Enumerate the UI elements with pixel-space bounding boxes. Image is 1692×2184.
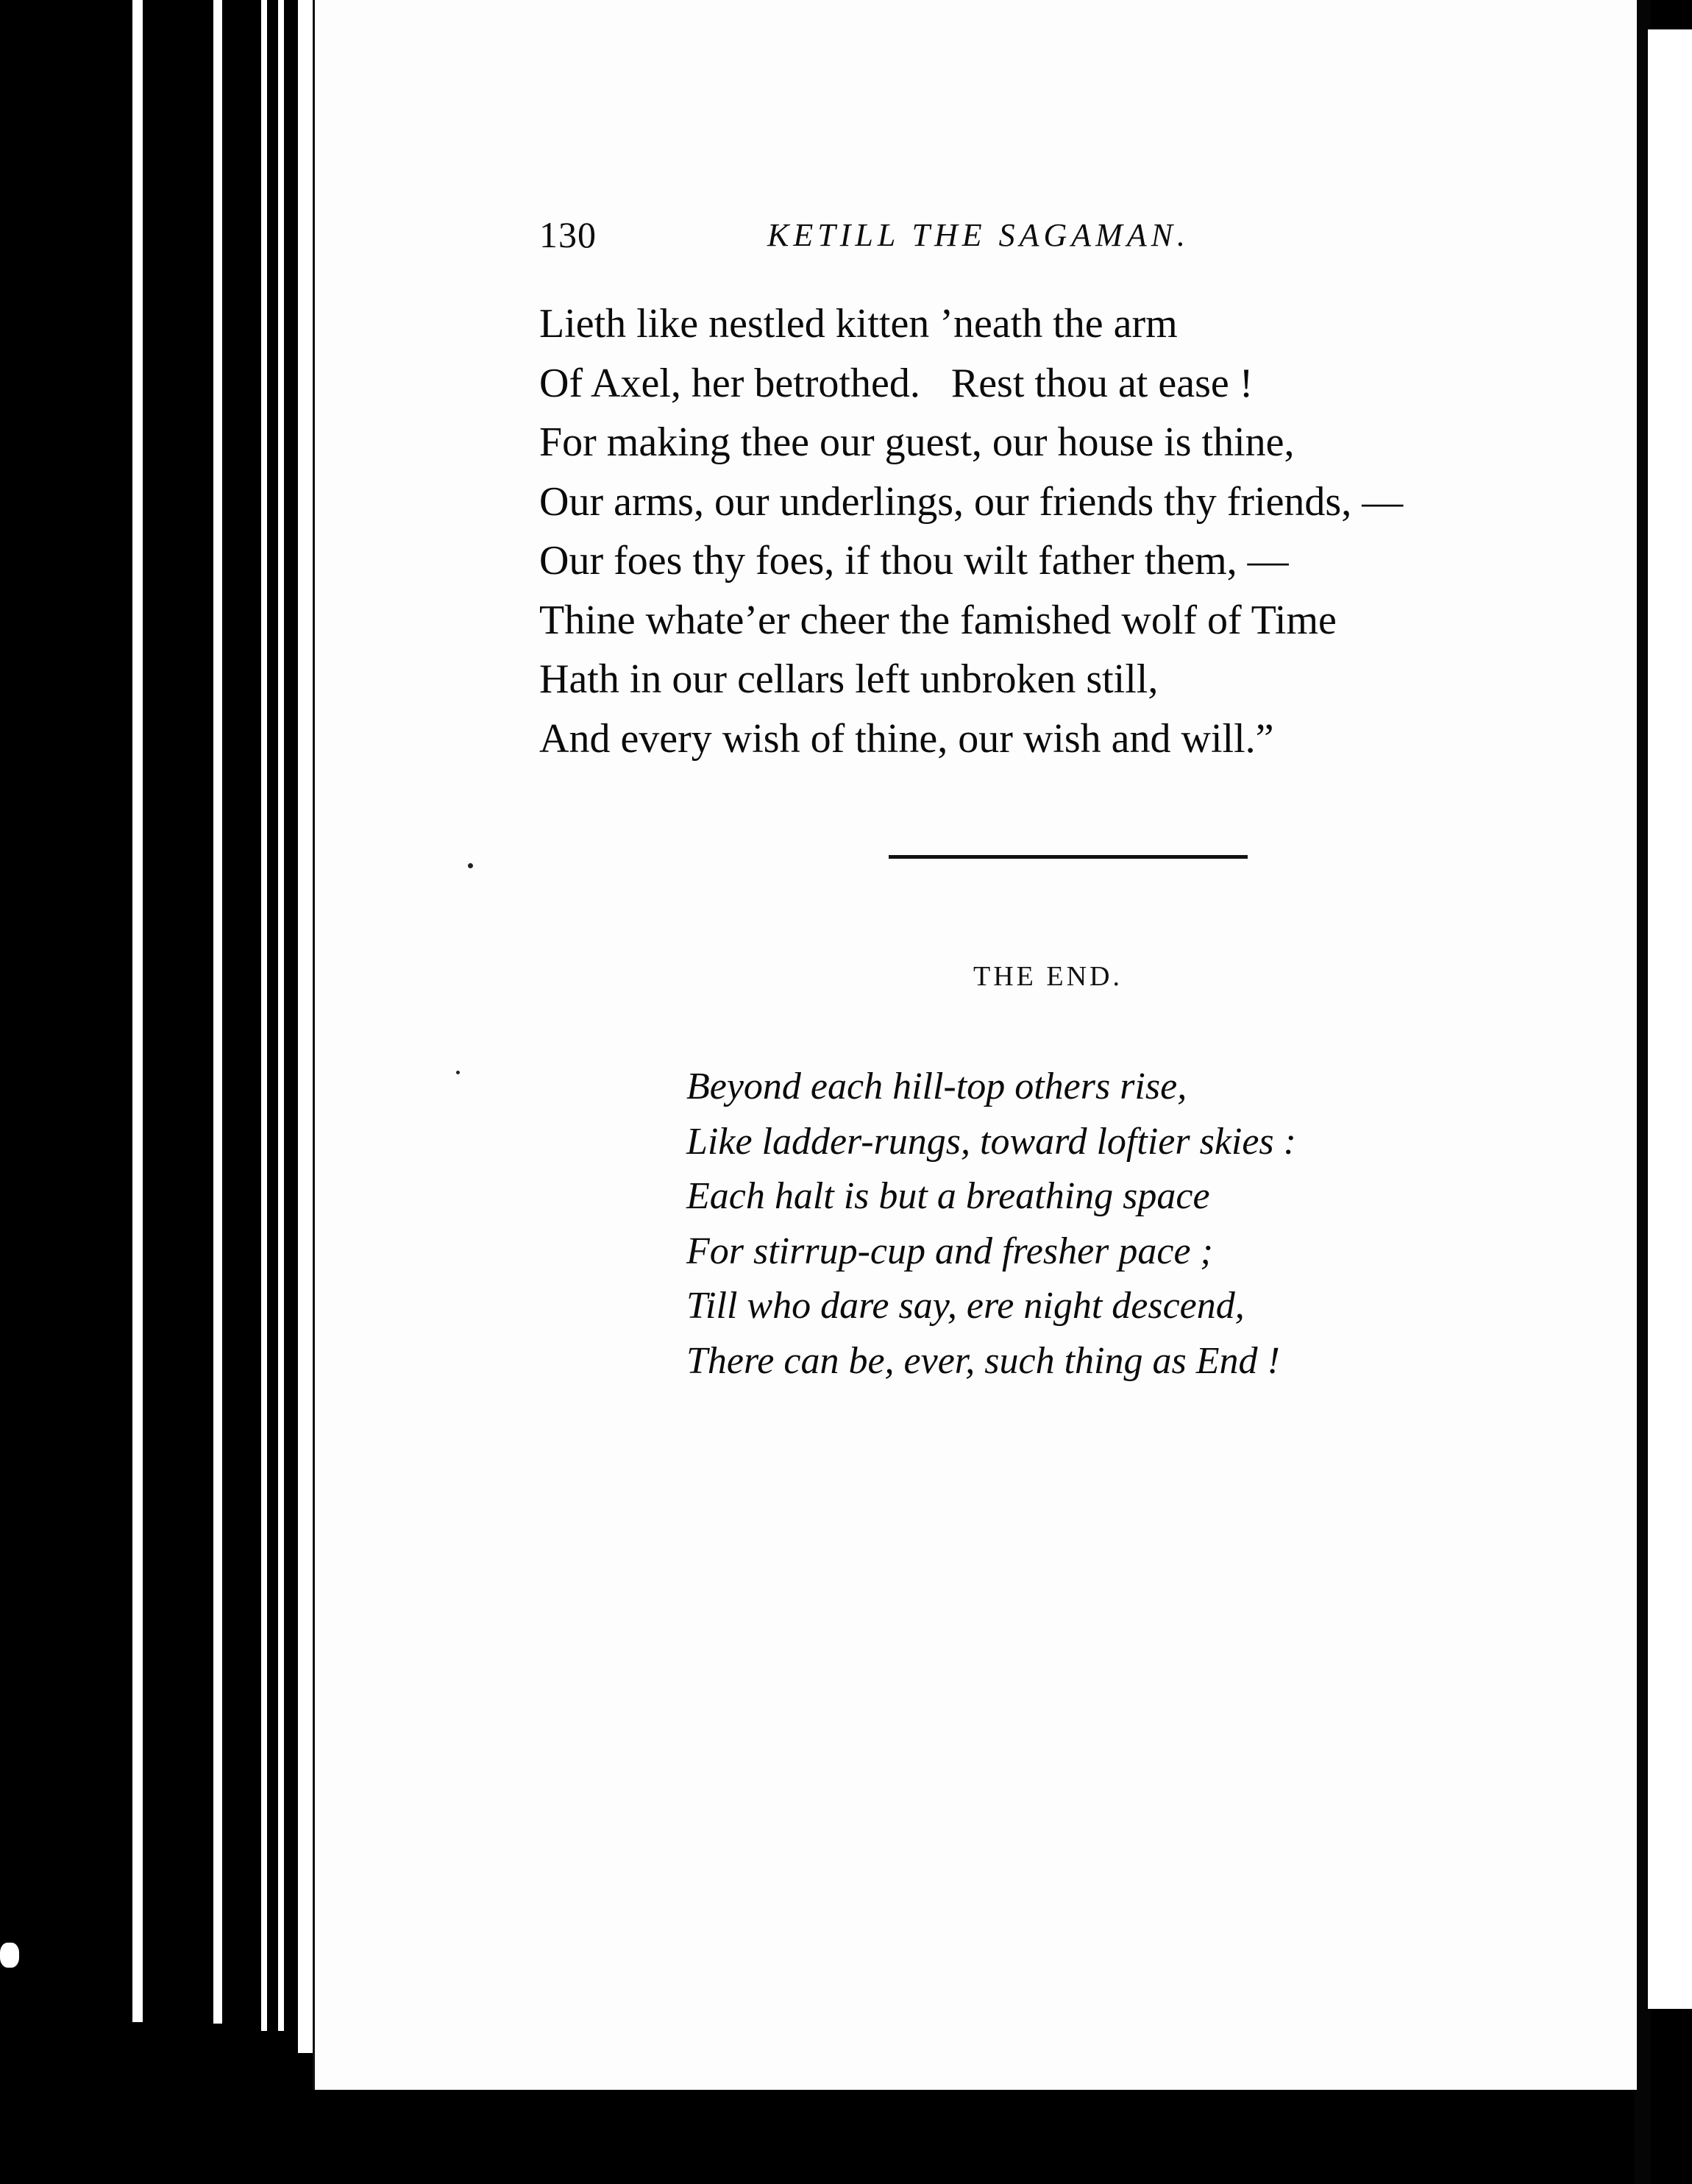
verse-line: For making thee our guest, our house is thine, [539,419,1295,465]
running-head: KETILL THE SAGAMAN. [767,217,1190,253]
verse-block [539,294,1643,768]
verse-line: Hath in our cellars left unbroken still, [539,656,1159,702]
ink-speck [468,863,473,868]
ink-speck [456,1071,460,1074]
poem-line: Each halt is but a breathing space [686,1175,1210,1217]
closing-poem [686,1060,1569,1389]
page-edge [213,0,222,2024]
verse-line: And every wish of thine, our wish and will.” [539,715,1274,762]
facing-page-edge [1648,29,1692,2009]
verse-line: Lieth like nestled kitten ’neath the arm [539,301,1178,347]
page-edge [298,0,313,2053]
poem-line: Beyond each hill-top others rise, [686,1066,1187,1107]
page-edge [278,0,284,2031]
page-number: 130 [539,214,597,255]
poem-line: Till who dare say, ere night descend, [686,1285,1245,1327]
page-header [539,213,1643,258]
end-mark: THE END. [973,961,1123,992]
verse-line: Our foes thy foes, if thou wilt father them, — [539,538,1289,584]
poem-line: For stirrup-cup and fresher pace ; [686,1230,1213,1272]
scan-artifact [0,1943,19,1968]
verse-line: Our arms, our underlings, our friends thy friends, — [539,478,1404,525]
poem-line: Like ladder-rungs, toward loftier skies : [686,1120,1296,1163]
verse-line: Thine whate’er cheer the famished wolf of Time [539,597,1337,643]
page-edge [261,0,267,2031]
verse-line: Of Axel, her betrothed. Rest thou at ease ! [539,360,1254,406]
book-page [313,0,1637,2090]
poem-line: There can be, ever, such thing as End ! [686,1339,1280,1382]
page-edge [132,0,143,2022]
section-divider [889,855,1248,859]
